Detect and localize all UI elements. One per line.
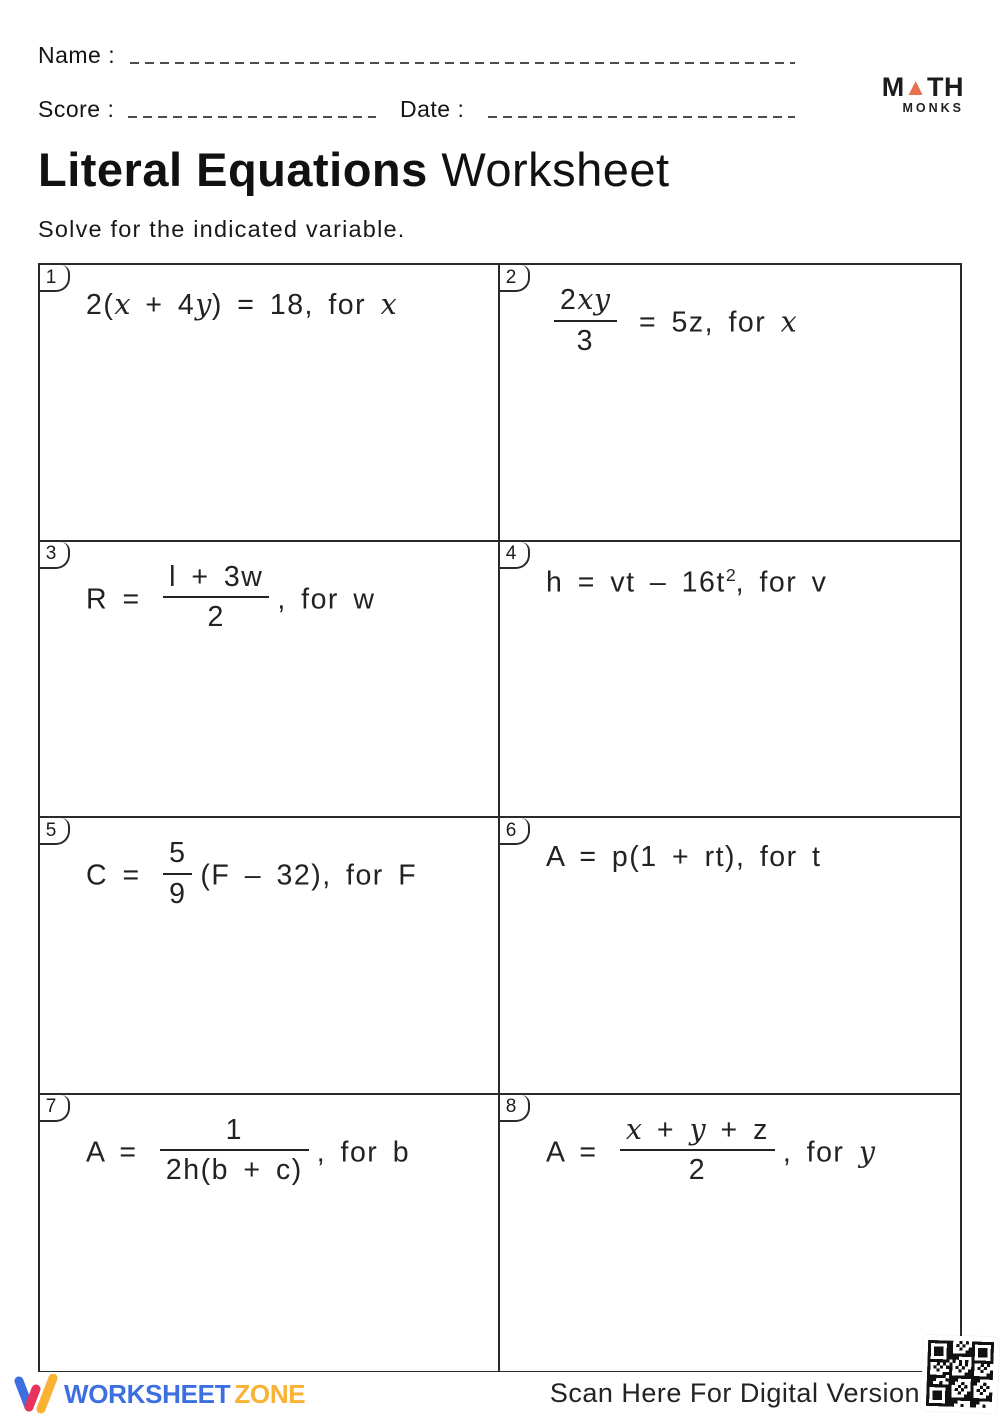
- problem-cell-5: [40, 818, 500, 1095]
- equation: A = $\frac{1}{2h(b + c)}$ , for b: [86, 1113, 411, 1187]
- qr-code-icon: [926, 1340, 994, 1408]
- problem-number-badge: 7: [40, 1095, 70, 1122]
- name-label: Name :: [38, 42, 116, 68]
- problem-number-badge: 2: [500, 265, 530, 292]
- problem-cell-1: [40, 265, 500, 542]
- problem-cell-6: [500, 818, 960, 1095]
- mathmonks-logo-sub: MONKS: [902, 101, 964, 115]
- page-title-strong: Literal Equations: [38, 143, 428, 196]
- equation: A = $\frac{x + y + z}{2}$ , for y: [546, 1112, 876, 1187]
- mathmonks-logo-th: TH: [927, 72, 964, 102]
- equation: A = p(1 + rt), for t: [546, 841, 822, 873]
- page-title: [38, 142, 670, 197]
- problem-cell-3: [40, 542, 500, 819]
- score-blank-line: [128, 116, 376, 118]
- mathmonks-logo: [881, 72, 964, 115]
- problem-cell-8: [500, 1095, 960, 1372]
- equation: 2(x + 4y) = 18, for x: [86, 288, 398, 321]
- worksheetzone-word1: WORKSHEET: [64, 1378, 231, 1409]
- problem-number-badge: 4: [500, 542, 530, 569]
- equation: R = $\frac{l + 3w}{2}$ , for w: [86, 560, 376, 634]
- page-title-light: Worksheet: [427, 143, 670, 196]
- problem-number-badge: 6: [500, 818, 530, 845]
- equation: C = $\frac{5}{9}$ (F – 32), for F: [86, 837, 418, 910]
- problem-cell-2: [500, 265, 960, 542]
- qr-code: [921, 1335, 1000, 1414]
- date-blank-line: [488, 116, 795, 118]
- problem-cell-4: [500, 542, 960, 819]
- problem-cell-7: [40, 1095, 500, 1372]
- date-label: Date :: [400, 96, 465, 122]
- scan-here-text: Scan Here For Digital Version: [549, 1378, 920, 1408]
- score-label: Score :: [38, 96, 115, 122]
- mathmonks-logo-m: M: [881, 72, 905, 102]
- name-blank-line: [130, 62, 795, 64]
- equation: h = vt – $16t^2$, for v: [546, 564, 828, 598]
- problems-grid: [38, 263, 962, 1373]
- problem-number-badge: 8: [500, 1095, 530, 1122]
- instructions-text: Solve for the indicated variable.: [38, 216, 406, 242]
- worksheetzone-word2: ZONE: [234, 1378, 306, 1409]
- problem-number-badge: 1: [40, 265, 70, 292]
- problem-number-badge: 3: [40, 542, 70, 569]
- equation: $\frac{2xy}{3}$ = 5z, for x: [500, 265, 960, 361]
- problem-number-badge: 5: [40, 818, 70, 845]
- triangle-icon: ▲: [903, 74, 928, 101]
